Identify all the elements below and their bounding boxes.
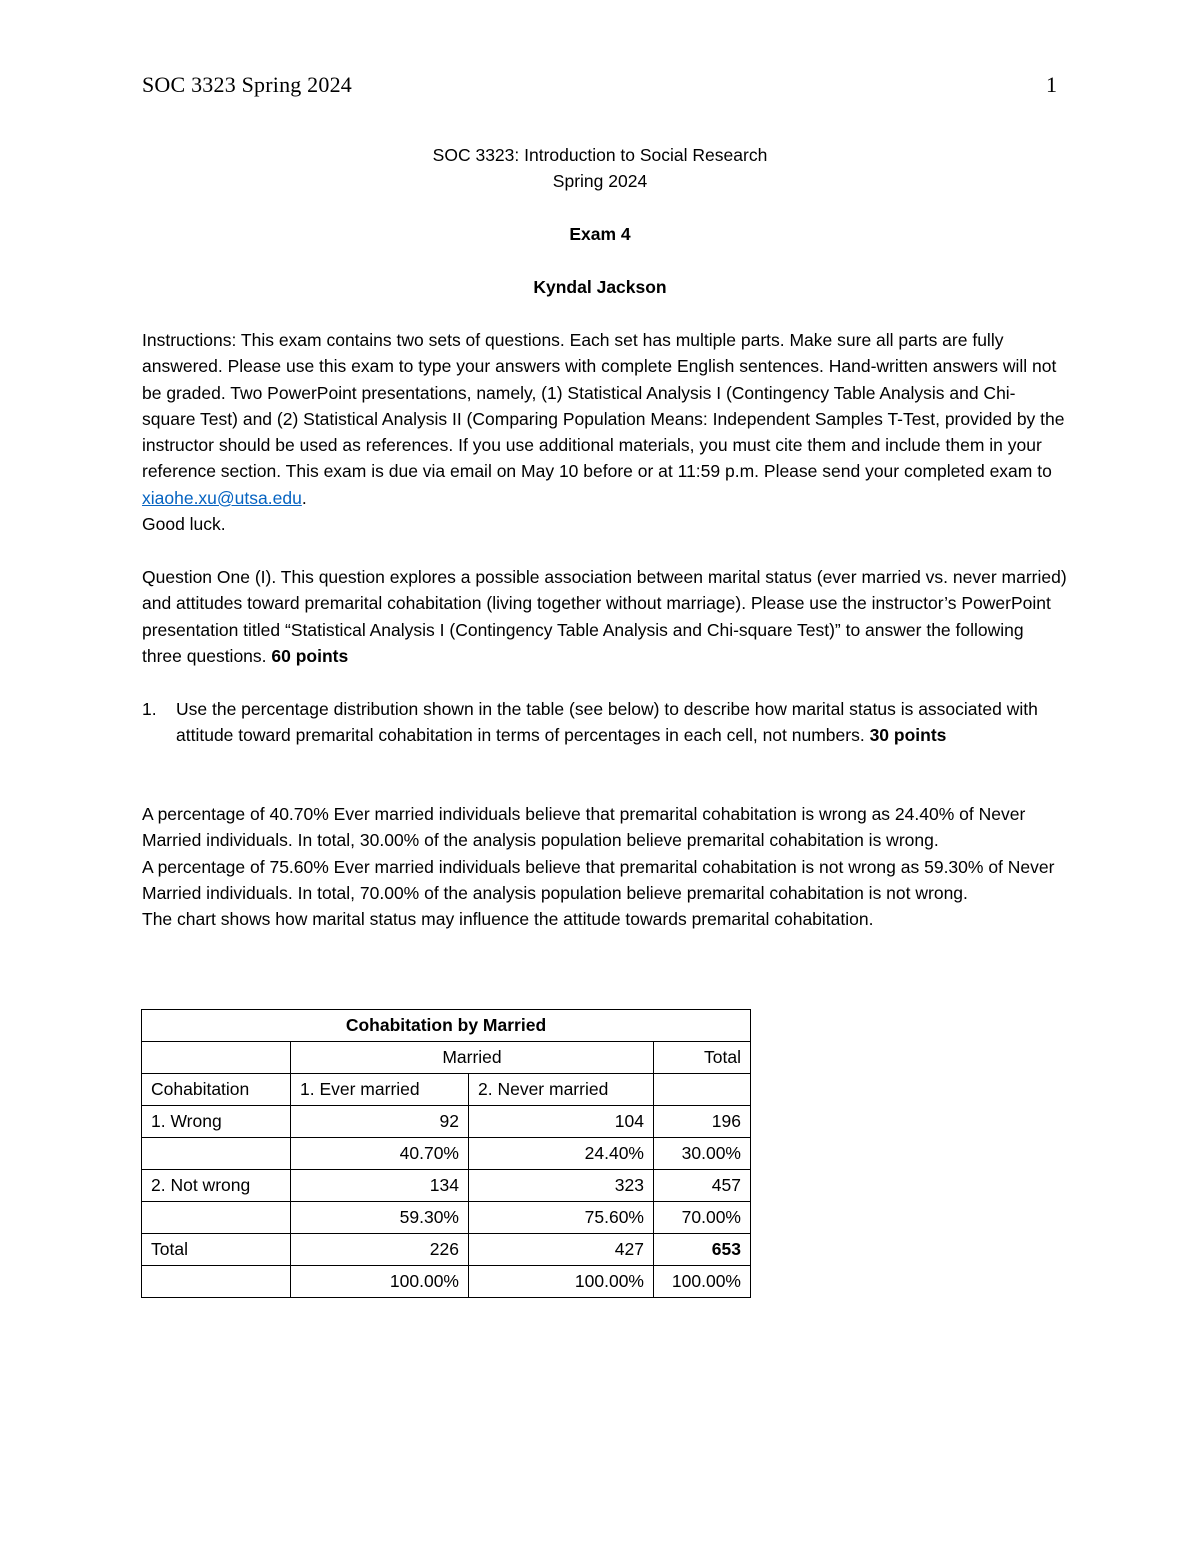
row-label [142,1266,291,1298]
table-empty-cell [142,1042,291,1074]
instructions-period: . [301,487,307,508]
ever-married-column-header: 1. Ever married [291,1074,469,1106]
never-married-cell: 75.60% [469,1202,654,1234]
never-married-cell: 24.40% [469,1138,654,1170]
cohabitation-row-header: Cohabitation [142,1074,291,1106]
table-row [142,1170,751,1202]
table-row [142,1202,751,1234]
student-name: Kyndal Jackson [533,277,667,297]
total-cell: 196 [654,1106,751,1138]
row-label [142,1202,291,1234]
table-group-header-row [142,1042,751,1074]
good-luck-text: Good luck. [142,514,226,535]
question-one-text: Question One (I). This question explores a possible association between marital status (ever married vs. never married) and attitudes toward premarital cohabitation (living together without marriage). Please use the instructor’s PowerPoint presentation titled “Statistical Analysis I (Contingency Table Analysis and Chi-square Test)” to answer the following three questions. [142,567,1067,666]
answer-block [142,801,1067,932]
table-title: Cohabitation by Married [142,1010,751,1042]
ever-married-cell: 40.70% [291,1138,469,1170]
table-column-header-row [142,1074,751,1106]
term-line: Spring 2024 [552,171,648,191]
course-name: : Introduction to Social Research [514,145,768,165]
total-cell: 70.00% [654,1202,751,1234]
never-married-cell: 100.00% [469,1266,654,1298]
question-item-1 [142,696,1042,749]
row-label: 2. Not wrong [142,1170,291,1202]
question-one-points: 60 points [271,645,349,666]
instructions-text: Instructions: This exam contains two sets of questions. Each set has multiple parts. Make sure all parts are fully answered. Please use this exam to type your answers with complete English sentences. Hand-written answers will not be graded. Two PowerPoint presentations, namely, (1) Statistical Analysis I (Contingency Table Analysis and Chi-square Test) and (2) Statistical Analysis II (Comparing Population Means: Independent Samples T-Test, provided by the instructor should be used as references. If you use additional materials, you must cite them and include them in your reference section. This exam is due via email on May 10 before or at 11:59 p.m. Please send your completed exam to [142,330,1065,482]
instructor-email-link[interactable]: xiaohe.xu@utsa.edu [142,487,302,508]
never-married-column-header: 2. Never married [469,1074,654,1106]
row-label: 1. Wrong [142,1106,291,1138]
table-row [142,1266,751,1298]
exam-title: Exam 4 [569,224,631,244]
table-empty-cell [654,1074,751,1106]
table-row [142,1234,751,1266]
never-married-cell: 104 [469,1106,654,1138]
total-cell: 457 [654,1170,751,1202]
row-label [142,1138,291,1170]
ever-married-cell: 59.30% [291,1202,469,1234]
answer-paragraph-3: The chart shows how marital status may influence the attitude towards premarital cohabitation. [142,909,874,930]
item-1-number: 1. [142,699,157,719]
course-title [0,145,1200,166]
course-code: SOC 3323 [432,145,515,165]
running-header-title: SOC 3323 Spring 2024 [142,72,352,97]
married-group-header: Married [291,1042,654,1074]
never-married-cell: 427 [469,1234,654,1266]
page-number: 1 [1046,72,1057,97]
table-row [142,1138,751,1170]
item-1-text: Use the percentage distribution shown in the table (see below) to describe how marital status is associated with attitude toward premarital cohabitation in terms of percentages in each cell, not numbers. [176,699,1038,746]
cohabitation-crosstab-table [141,1009,751,1298]
total-cell: 653 [654,1234,751,1266]
table-row [142,1106,751,1138]
answer-paragraph-1: A percentage of 40.70% Ever married individuals believe that premarital cohabitation is wrong as 24.40% of Never Married individuals. In total, 30.00% of the analysis population believe premarital cohabitation is wrong. [142,804,1026,851]
item-1-points: 30 points [869,725,947,746]
table-title-row [142,1010,751,1042]
total-cell: 100.00% [654,1266,751,1298]
total-cell: 30.00% [654,1138,751,1170]
ever-married-cell: 134 [291,1170,469,1202]
question-one-paragraph [142,564,1067,669]
total-column-header: Total [654,1042,751,1074]
ever-married-cell: 100.00% [291,1266,469,1298]
instructions-paragraph [142,327,1067,537]
ever-married-cell: 92 [291,1106,469,1138]
row-label: Total [142,1234,291,1266]
ever-married-cell: 226 [291,1234,469,1266]
answer-paragraph-2: A percentage of 75.60% Ever married individuals believe that premarital cohabitation is not wrong as 59.30% of Never Married individuals. In total, 70.00% of the analysis population believe premarital cohabitation is not wrong. [142,856,1055,903]
never-married-cell: 323 [469,1170,654,1202]
